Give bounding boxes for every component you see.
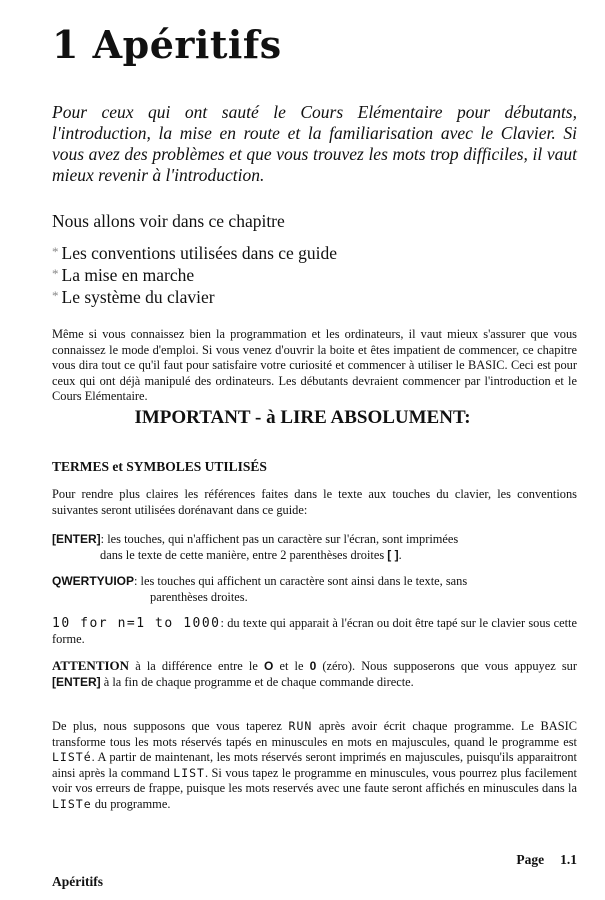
code-sample: 10 for n=1 to 1000 — [52, 616, 221, 631]
definition-term: [ENTER] — [52, 532, 101, 546]
chapter-intro: Pour ceux qui ont sauté le Cours Elémentaire pour débutants, l'introduction, la mise en route et la familiarisation avec le Clavier. Si vous avez des problèmes et que vous trouvez les mots trop difficiles, il vaut mieux revenir à l'introduction. — [52, 102, 577, 185]
page-number: Page 1.1 — [516, 852, 577, 867]
running-footer: Apéritifs — [52, 874, 103, 889]
topic-list — [52, 243, 337, 309]
bullet-star-icon: * — [52, 266, 59, 281]
attention-paragraph: ATTENTION à la différence entre le O et le 0 (zéro). Nous supposerons que vous appuyez sur [ENTER] à la fin de chaque programme et de chaque commande directe. — [52, 658, 577, 689]
attention-label: ATTENTION — [52, 658, 130, 673]
terms-heading: TERMES et SYMBOLES UTILISÉS — [52, 459, 267, 474]
definition-qwerty: QWERTYUIOP: les touches qui affichent un caractère sont ainsi dans le texte, sans parenthèses droites. — [52, 574, 468, 604]
chapter-lead: Nous allons voir dans ce chapitre — [52, 211, 285, 231]
topic-item: * La mise en marche — [52, 265, 195, 285]
definition-enter: [ENTER]: les touches, qui n'affichent pas un caractère sur l'écran, sont imprimées dans le texte de cette manière, entre 2 parenthèses droites [ ]. — [52, 532, 459, 562]
bullet-star-icon: * — [52, 288, 59, 303]
chapter-title: 1 Apéritifs — [52, 22, 282, 67]
conventions-paragraph: Pour rendre plus claires les références faites dans le texte aux touches du clavier, les conventions suivantes seront utilisées dorénavant dans ce guide: — [52, 487, 577, 517]
bullet-star-icon: * — [52, 244, 59, 259]
overview-paragraph: Même si vous connaissez bien la programmation et les ordinateurs, il vaut mieux s'assurer que vous connaissez le mode d'emploi. Si vous venez d'ouvrir la boite et êtes impatient de commencer, ce chapitre vous dira tout ce qu'il faut pour satisfaire votre curiosité et commencer à utiliser le BASIC. Ceci est pour ceux qui ont déjà manipulé des ordinateurs. Les débutants devraient commencer par l'introduction et le Cours Elémentaire. — [52, 327, 577, 403]
basic-keywords-paragraph: De plus, nous supposons que vous taperez RUN après avoir écrit chaque programme. Le BASIC transforme tous les mots réservés tapés en minuscules en mots en majuscules, quand le programme est LISTé. A partir de maintenant, les mots réservés seront imprimés en majuscules, puisqu'ils apparaitront ainsi après la command LIST. Si vous tapez le programme en minuscules, vous pourrez plus facilement voir vos erreurs de frappe, puisque les mots reservés avec une faute seront affichés en minuscules dans la LISTe du programme. — [52, 719, 577, 811]
important-heading: IMPORTANT - à LIRE ABSOLUMENT: — [134, 407, 471, 428]
definition-code: 10 for n=1 to 1000: du texte qui apparait à l'écran ou doit être tapé sur le clavier sous cette forme. — [52, 616, 577, 646]
definition-term: QWERTYUIOP — [52, 574, 135, 588]
topic-item: * Les conventions utilisées dans ce guide — [52, 243, 338, 263]
topic-item: * Le système du clavier — [52, 287, 215, 307]
